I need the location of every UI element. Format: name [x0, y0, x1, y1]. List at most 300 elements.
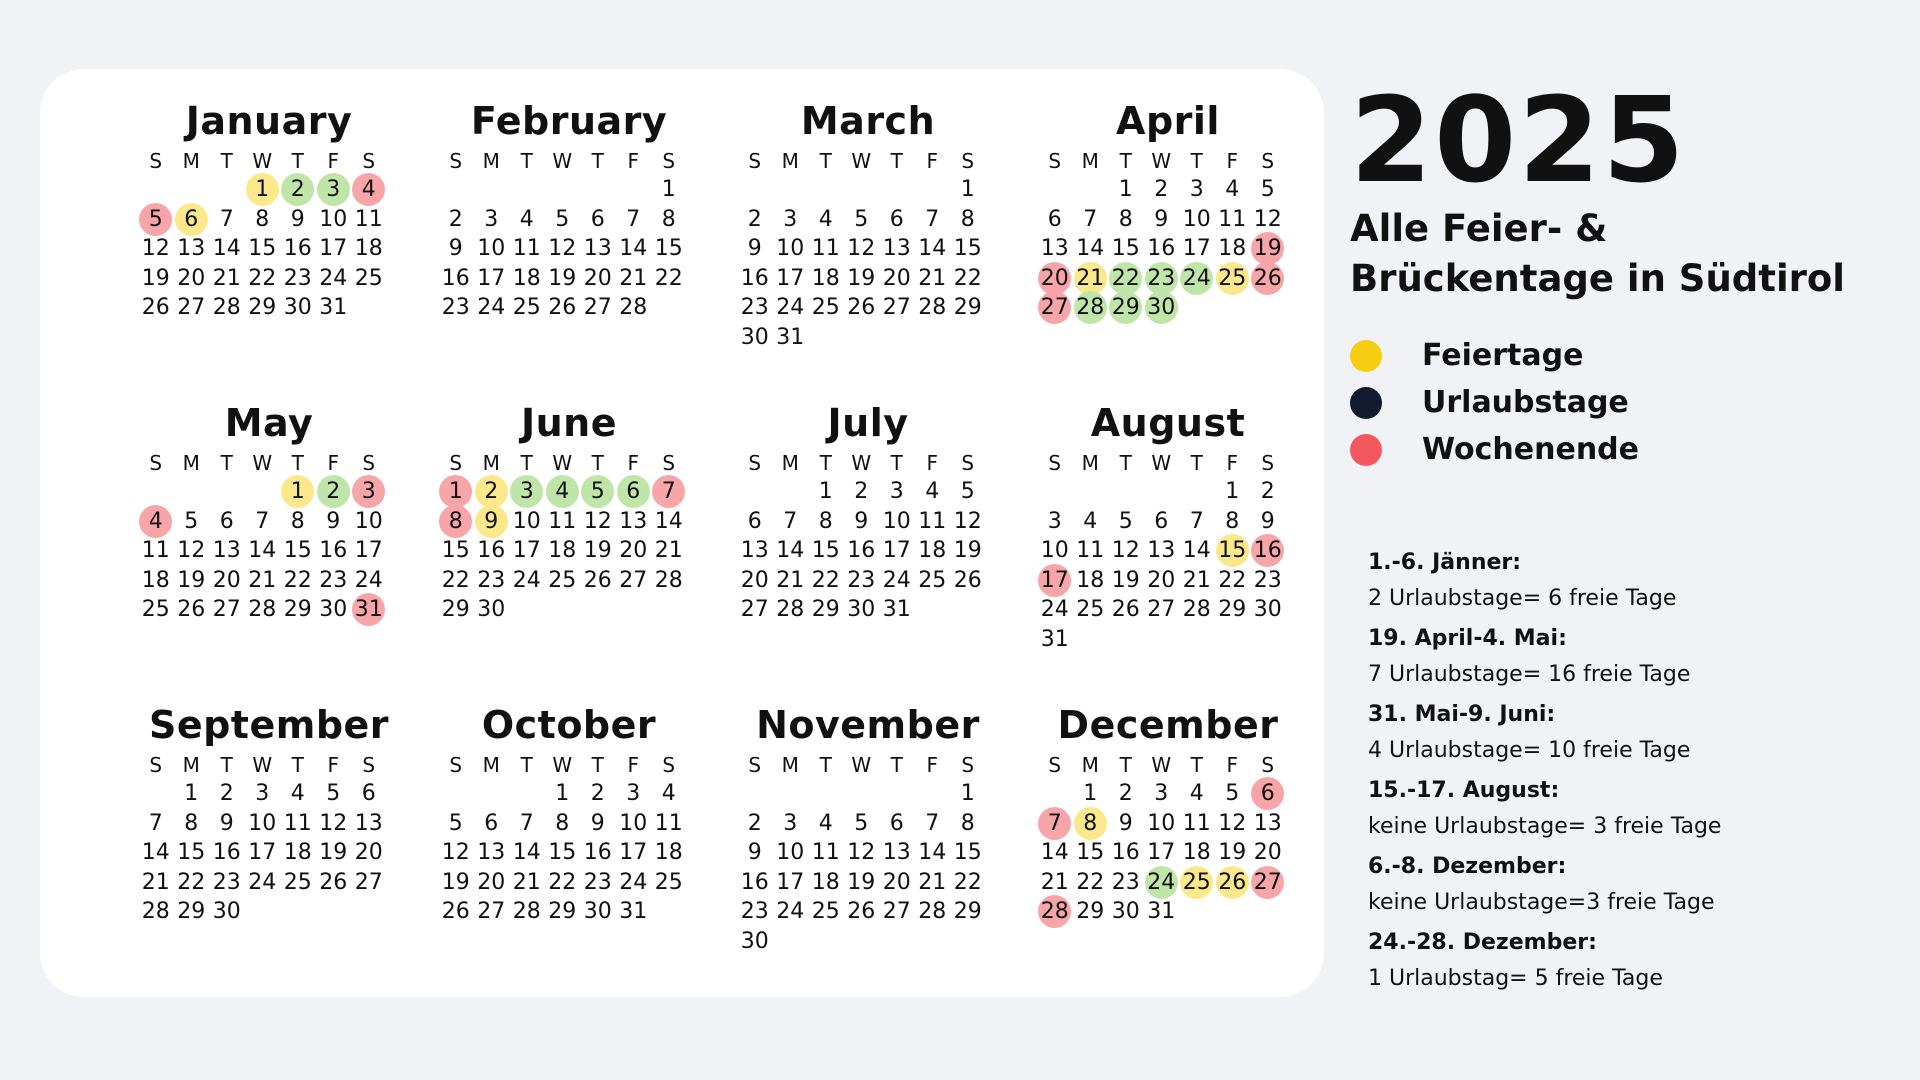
day-cell	[915, 838, 951, 868]
day-number: 29	[283, 597, 312, 623]
day-number: 14	[141, 840, 170, 866]
day-number: 17	[776, 265, 805, 291]
day-number: 4	[925, 479, 940, 505]
day-number: 19	[847, 265, 876, 291]
weekday-header	[438, 751, 700, 779]
month-august	[1037, 401, 1299, 654]
empty-day-cell	[509, 779, 545, 809]
day-number: 1	[1083, 781, 1098, 807]
day-number: 26	[319, 869, 348, 895]
month-name: May	[224, 401, 314, 445]
day-cell	[1108, 809, 1144, 839]
day-number: 27	[212, 597, 241, 623]
week-row	[1037, 838, 1299, 868]
note-title: 19. April-4. Mai:	[1368, 626, 1567, 651]
day-cell	[138, 897, 174, 927]
day-cell	[879, 838, 915, 868]
day-number: 26	[177, 597, 206, 623]
day-cell	[138, 838, 174, 868]
day-number: 22	[953, 869, 982, 895]
day-number: 18	[1076, 567, 1105, 593]
day-number: 16	[1147, 236, 1176, 262]
day-cell	[950, 838, 986, 868]
day-cell	[438, 809, 474, 839]
day-cell	[808, 293, 844, 323]
day-number: 17	[354, 538, 383, 564]
day-number: 13	[882, 840, 911, 866]
empty-day-cell	[737, 175, 773, 205]
day-cell	[1250, 175, 1286, 205]
day-number: 5	[590, 479, 605, 505]
day-cell	[773, 566, 809, 596]
day-cell	[1179, 838, 1215, 868]
note-item	[1368, 849, 1908, 921]
day-number: 16	[212, 840, 241, 866]
day-cell	[316, 566, 352, 596]
day-number: 19	[548, 265, 577, 291]
day-cell	[316, 293, 352, 323]
day-cell	[509, 477, 545, 507]
week-row	[138, 897, 400, 927]
day-number: 31	[776, 324, 805, 350]
day-number: 29	[441, 597, 470, 623]
day-cell	[1073, 566, 1109, 596]
day-cell	[174, 205, 210, 235]
day-number: 16	[441, 265, 470, 291]
weekday-label: T	[591, 753, 604, 777]
day-cell	[1144, 293, 1180, 323]
day-cell	[1215, 507, 1251, 537]
empty-day-cell	[438, 779, 474, 809]
day-cell	[209, 897, 245, 927]
day-number: 30	[847, 597, 876, 623]
week-row	[1037, 175, 1299, 205]
day-number: 28	[776, 597, 805, 623]
day-cell	[209, 507, 245, 537]
note-title: 31. Mai-9. Juni:	[1368, 702, 1556, 727]
day-cell	[1073, 868, 1109, 898]
legend-label: Wochenende	[1422, 432, 1640, 467]
day-number: 5	[854, 206, 869, 232]
day-number: 2	[484, 479, 499, 505]
day-cell	[879, 234, 915, 264]
day-cell	[616, 293, 652, 323]
day-cell	[651, 566, 687, 596]
day-cell	[351, 779, 387, 809]
day-number: 7	[219, 206, 234, 232]
day-number: 10	[512, 508, 541, 534]
day-cell	[316, 175, 352, 205]
weekday-label: M	[781, 753, 799, 777]
day-cell	[1144, 536, 1180, 566]
day-number: 28	[918, 899, 947, 925]
day-number: 9	[590, 810, 605, 836]
day-cell	[737, 809, 773, 839]
day-cell	[616, 477, 652, 507]
day-number: 31	[1147, 899, 1176, 925]
weekday-label: S	[362, 149, 376, 173]
day-cell	[245, 175, 281, 205]
day-cell	[808, 264, 844, 294]
weekday-label: W	[252, 753, 273, 777]
weekday-header	[1037, 449, 1299, 477]
day-cell	[651, 779, 687, 809]
day-cell	[545, 507, 581, 537]
day-cell	[808, 205, 844, 235]
day-cell	[174, 868, 210, 898]
day-cell	[616, 566, 652, 596]
day-cell	[174, 595, 210, 625]
day-number: 4	[1083, 508, 1098, 534]
day-number: 5	[148, 206, 163, 232]
day-number: 4	[148, 508, 163, 534]
week-row	[138, 536, 400, 566]
day-number: 26	[847, 295, 876, 321]
day-number: 16	[740, 265, 769, 291]
day-number: 10	[619, 810, 648, 836]
day-number: 23	[283, 265, 312, 291]
day-cell	[245, 205, 281, 235]
day-number: 24	[1182, 265, 1211, 291]
day-cell	[509, 293, 545, 323]
day-cell	[351, 838, 387, 868]
day-cell	[1215, 536, 1251, 566]
day-cell	[1179, 566, 1215, 596]
day-cell	[1037, 595, 1073, 625]
day-cell	[808, 477, 844, 507]
week-row	[1037, 293, 1299, 323]
day-cell	[808, 507, 844, 537]
day-number: 11	[654, 810, 683, 836]
day-number: 13	[882, 236, 911, 262]
day-cell	[1108, 536, 1144, 566]
day-cell	[1073, 507, 1109, 537]
day-cell	[844, 566, 880, 596]
day-cell	[209, 293, 245, 323]
day-cell	[1144, 264, 1180, 294]
weekday-label: T	[291, 753, 304, 777]
day-cell	[950, 264, 986, 294]
day-cell	[316, 595, 352, 625]
day-number: 21	[1182, 567, 1211, 593]
day-number: 26	[1218, 869, 1247, 895]
day-cell	[509, 205, 545, 235]
day-number: 17	[1147, 840, 1176, 866]
day-number: 11	[918, 508, 947, 534]
day-number: 30	[583, 899, 612, 925]
week-row	[438, 897, 700, 927]
note-item	[1368, 697, 1908, 769]
day-cell	[438, 205, 474, 235]
day-cell	[174, 897, 210, 927]
week-row	[1037, 264, 1299, 294]
day-number: 5	[326, 781, 341, 807]
day-number: 1	[448, 479, 463, 505]
day-number: 19	[141, 265, 170, 291]
day-number: 16	[477, 538, 506, 564]
week-row	[438, 566, 700, 596]
day-cell	[545, 779, 581, 809]
day-cell	[1108, 507, 1144, 537]
day-number: 10	[354, 508, 383, 534]
empty-day-cell	[474, 175, 510, 205]
week-row	[1037, 779, 1299, 809]
day-number: 30	[212, 899, 241, 925]
legend	[1350, 332, 1639, 473]
weekday-label: T	[220, 149, 233, 173]
day-number: 28	[1182, 597, 1211, 623]
month-name: April	[1116, 99, 1220, 143]
day-number: 29	[811, 597, 840, 623]
day-number: 19	[1111, 567, 1140, 593]
day-number: 12	[177, 538, 206, 564]
day-number: 14	[1076, 236, 1105, 262]
day-number: 8	[960, 206, 975, 232]
day-cell	[879, 897, 915, 927]
day-number: 24	[776, 295, 805, 321]
day-cell	[280, 507, 316, 537]
day-cell	[209, 809, 245, 839]
day-cell	[915, 507, 951, 537]
day-cell	[616, 205, 652, 235]
day-cell	[651, 205, 687, 235]
note-title: 15.-17. August:	[1368, 778, 1560, 803]
day-cell	[1179, 779, 1215, 809]
day-cell	[1215, 868, 1251, 898]
day-cell	[737, 507, 773, 537]
day-number: 3	[255, 781, 270, 807]
weekday-label: T	[220, 451, 233, 475]
day-number: 4	[290, 781, 305, 807]
day-cell	[245, 868, 281, 898]
day-cell	[1179, 264, 1215, 294]
day-number: 12	[1111, 538, 1140, 564]
weekday-header	[438, 449, 700, 477]
day-number: 7	[783, 508, 798, 534]
day-cell	[879, 507, 915, 537]
weekday-label: T	[291, 451, 304, 475]
day-number: 28	[212, 295, 241, 321]
day-cell	[138, 536, 174, 566]
week-row	[1037, 595, 1299, 625]
day-cell	[351, 809, 387, 839]
day-number: 20	[1253, 840, 1282, 866]
empty-day-cell	[1073, 175, 1109, 205]
day-cell	[351, 477, 387, 507]
day-number: 2	[219, 781, 234, 807]
day-cell	[438, 897, 474, 927]
day-cell	[1108, 234, 1144, 264]
day-number: 12	[953, 508, 982, 534]
day-number: 1	[555, 781, 570, 807]
weekday-label: W	[1151, 451, 1172, 475]
day-number: 4	[1225, 177, 1240, 203]
day-cell	[316, 264, 352, 294]
day-cell	[174, 234, 210, 264]
day-cell	[209, 566, 245, 596]
day-cell	[844, 595, 880, 625]
day-number: 3	[1047, 508, 1062, 534]
day-cell	[737, 264, 773, 294]
day-cell	[1108, 897, 1144, 927]
empty-day-cell	[174, 477, 210, 507]
weekday-label: S	[449, 451, 463, 475]
day-number: 17	[477, 265, 506, 291]
day-number: 10	[1040, 538, 1069, 564]
week-row	[737, 838, 999, 868]
day-number: 12	[548, 236, 577, 262]
day-number: 12	[319, 810, 348, 836]
day-number: 22	[654, 265, 683, 291]
day-cell	[1250, 868, 1286, 898]
week-row	[138, 477, 400, 507]
page-subtitle	[1350, 204, 1890, 304]
day-cell	[1215, 595, 1251, 625]
day-number: 28	[619, 295, 648, 321]
day-number: 22	[283, 567, 312, 593]
day-cell	[1108, 293, 1144, 323]
holiday-dot-icon	[1350, 340, 1382, 372]
day-number: 23	[847, 567, 876, 593]
day-number: 2	[854, 479, 869, 505]
day-cell	[1250, 566, 1286, 596]
day-number: 1	[184, 781, 199, 807]
weekday-label: W	[552, 451, 573, 475]
week-row	[737, 566, 999, 596]
day-number: 26	[548, 295, 577, 321]
day-cell	[316, 536, 352, 566]
day-cell	[737, 838, 773, 868]
day-number: 25	[811, 899, 840, 925]
day-cell	[509, 566, 545, 596]
day-number: 13	[583, 236, 612, 262]
day-number: 8	[255, 206, 270, 232]
weekday-label: M	[482, 753, 500, 777]
week-row	[138, 234, 400, 264]
day-cell	[351, 536, 387, 566]
day-cell	[879, 477, 915, 507]
day-cell	[1250, 838, 1286, 868]
day-number: 25	[283, 869, 312, 895]
day-number: 2	[448, 206, 463, 232]
day-number: 18	[1218, 236, 1247, 262]
weekday-header	[737, 147, 999, 175]
day-cell	[844, 838, 880, 868]
weekday-label: S	[149, 451, 163, 475]
day-number: 24	[1147, 869, 1176, 895]
day-number: 20	[177, 265, 206, 291]
day-number: 31	[319, 295, 348, 321]
day-cell	[1037, 625, 1073, 655]
day-cell	[245, 566, 281, 596]
day-number: 18	[548, 538, 577, 564]
day-number: 16	[583, 840, 612, 866]
subtitle-line-2: Brückentage in Südtirol	[1350, 257, 1845, 300]
empty-day-cell	[808, 175, 844, 205]
weekday-label: T	[220, 753, 233, 777]
empty-day-cell	[737, 477, 773, 507]
day-number: 3	[626, 781, 641, 807]
day-cell	[138, 264, 174, 294]
day-number: 25	[654, 869, 683, 895]
month-name: August	[1090, 401, 1246, 445]
day-number: 22	[441, 567, 470, 593]
day-cell	[950, 779, 986, 809]
day-cell	[737, 234, 773, 264]
legend-item-vacation	[1350, 379, 1639, 426]
day-number: 26	[847, 899, 876, 925]
note-text: 4 Urlaubstage= 10 freie Tage	[1368, 738, 1691, 763]
day-number: 12	[1253, 206, 1282, 232]
day-number: 29	[1076, 899, 1105, 925]
day-cell	[209, 779, 245, 809]
month-march	[737, 99, 999, 352]
weekday-label: S	[1261, 149, 1275, 173]
day-number: 8	[1083, 810, 1098, 836]
day-number: 16	[283, 236, 312, 262]
day-number: 26	[1111, 597, 1140, 623]
weekday-label: M	[1081, 451, 1099, 475]
day-number: 16	[1111, 840, 1140, 866]
day-number: 19	[177, 567, 206, 593]
day-number: 23	[583, 869, 612, 895]
day-number: 25	[1076, 597, 1105, 623]
day-cell	[280, 868, 316, 898]
day-cell	[1215, 838, 1251, 868]
day-number: 5	[960, 479, 975, 505]
day-cell	[1215, 809, 1251, 839]
day-number: 3	[484, 206, 499, 232]
month-february	[438, 99, 700, 323]
day-cell	[351, 234, 387, 264]
day-number: 22	[1218, 567, 1247, 593]
day-cell	[1144, 507, 1180, 537]
weekday-label: T	[291, 149, 304, 173]
day-number: 14	[619, 236, 648, 262]
day-cell	[737, 566, 773, 596]
day-number: 15	[1076, 840, 1105, 866]
day-cell	[1144, 809, 1180, 839]
day-number: 5	[184, 508, 199, 534]
day-cell	[580, 536, 616, 566]
weekday-label: S	[362, 753, 376, 777]
empty-day-cell	[138, 477, 174, 507]
month-december	[1037, 703, 1299, 927]
day-number: 21	[141, 869, 170, 895]
day-number: 22	[953, 265, 982, 291]
week-row	[1037, 897, 1299, 927]
weekday-label: M	[482, 149, 500, 173]
day-cell	[773, 507, 809, 537]
vacation-dot-icon	[1350, 387, 1382, 419]
day-number: 27	[619, 567, 648, 593]
day-number: 8	[290, 508, 305, 534]
day-cell	[950, 566, 986, 596]
day-cell	[844, 264, 880, 294]
day-cell	[509, 507, 545, 537]
day-number: 22	[1111, 265, 1140, 291]
day-number: 19	[1253, 236, 1282, 262]
day-cell	[209, 536, 245, 566]
day-number: 9	[290, 206, 305, 232]
day-number: 7	[1047, 810, 1062, 836]
bridge-day-notes	[1368, 545, 1908, 1001]
day-cell	[950, 868, 986, 898]
day-number: 15	[953, 840, 982, 866]
day-number: 14	[1182, 538, 1211, 564]
day-cell	[879, 566, 915, 596]
day-cell	[209, 868, 245, 898]
